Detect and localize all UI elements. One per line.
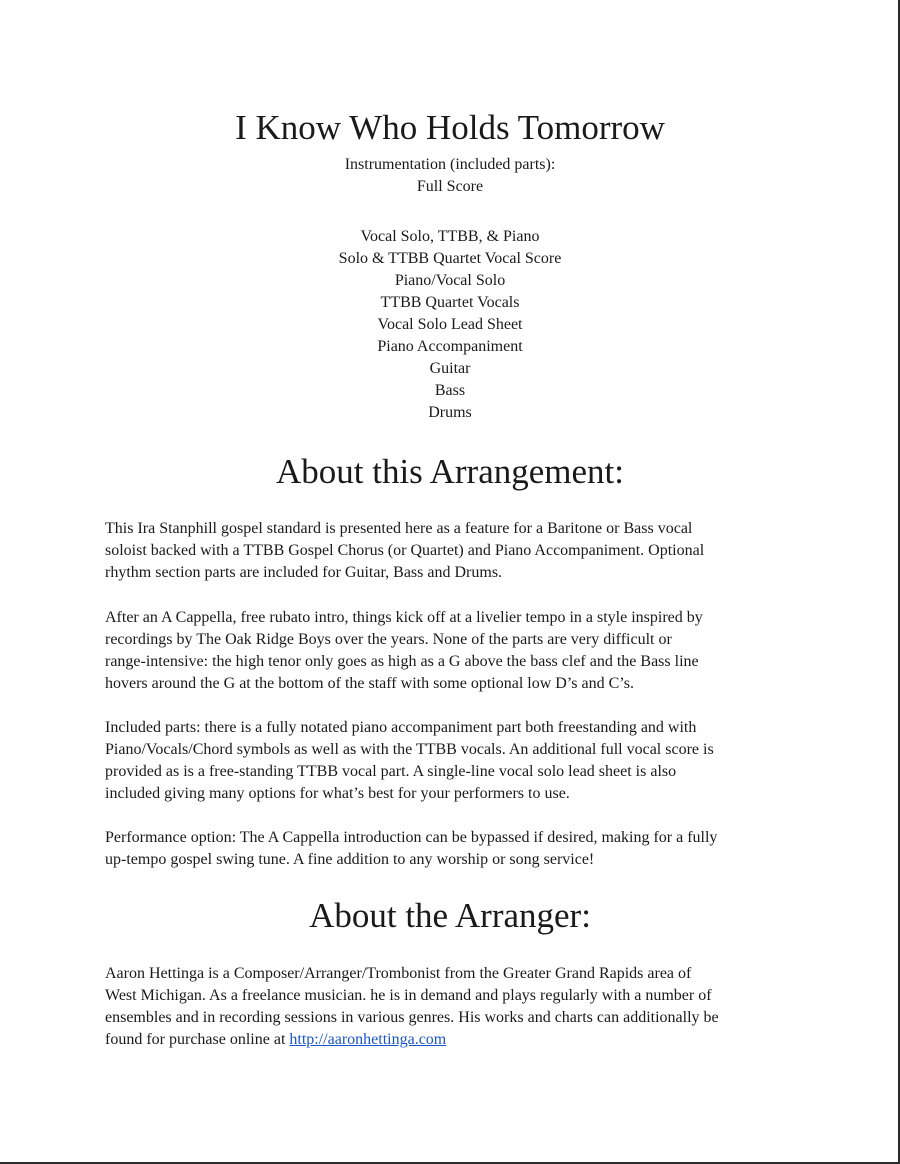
part-item: Drums <box>428 404 472 421</box>
text-line: This Ira Stanphill gospel standard is presented here as a feature for a Baritone or Bass vocal <box>105 520 693 537</box>
arrangement-paragraph-2 <box>105 607 805 695</box>
instrumentation-heading: Instrumentation (included parts): <box>344 156 556 173</box>
text-line: Piano/Vocals/Chord symbols as well as with the TTBB vocals. An additional full vocal score is <box>105 741 714 758</box>
part-item: Vocal Solo Lead Sheet <box>377 316 523 333</box>
arrangement-paragraph-3 <box>105 717 805 805</box>
part-item: Vocal Solo, TTBB, & Piano <box>360 228 540 245</box>
part-item: TTBB Quartet Vocals <box>380 294 520 311</box>
about-arranger-heading: About the Arranger: <box>309 896 591 935</box>
text-line: West Michigan. As a freelance musician. he is in demand and plays regularly with a number of <box>105 987 712 1004</box>
instrumentation-header <box>0 154 900 198</box>
text-line <box>105 1029 805 1051</box>
text-line: rhythm section parts are included for Guitar, Bass and Drums. <box>105 564 503 581</box>
part-item: Guitar <box>429 360 471 377</box>
text-line: hovers around the G at the bottom of the staff with some optional low D’s and C’s. <box>105 675 634 692</box>
text-line: Performance option: The A Cappella introduction can be bypassed if desired, making for a fully <box>105 829 718 846</box>
arranger-website-link[interactable]: http://aaronhettinga.com <box>289 1031 447 1048</box>
text-line: recordings by The Oak Ridge Boys over the years. None of the parts are very difficult or <box>105 631 672 648</box>
text-line: up-tempo gospel swing tune. A fine addition to any worship or song service! <box>105 851 595 868</box>
text-line: ensembles and in recording sessions in various genres. His works and charts can additionally be <box>105 1009 719 1026</box>
text-line: soloist backed with a TTBB Gospel Chorus (or Quartet) and Piano Accompaniment. Optional <box>105 542 705 559</box>
arranger-paragraph <box>105 963 805 1051</box>
arrangement-paragraph-4 <box>105 827 805 871</box>
text-line: After an A Cappella, free rubato intro, things kick off at a livelier tempo in a style inspired by <box>105 609 703 626</box>
part-item: Piano/Vocal Solo <box>394 272 506 289</box>
text-line: range-intensive: the high tenor only goes as high as a G above the bass clef and the Bass line <box>105 653 699 670</box>
arrangement-paragraph-1 <box>105 518 805 584</box>
text-line: provided as is a free-standing TTBB vocal part. A single-line vocal solo lead sheet is also <box>105 763 677 780</box>
about-arrangement-heading: About this Arrangement: <box>275 452 624 491</box>
link-prefix: found for purchase online at <box>105 1031 290 1048</box>
page-title: I Know Who Holds Tomorrow <box>235 108 665 147</box>
part-item: Bass <box>434 382 466 399</box>
parts-list <box>0 226 900 424</box>
full-score-label: Full Score <box>416 178 484 195</box>
text-line: Aaron Hettinga is a Composer/Arranger/Trombonist from the Greater Grand Rapids area of <box>105 965 692 982</box>
text-line: Included parts: there is a fully notated piano accompaniment part both freestanding and with <box>105 719 697 736</box>
text-line: included giving many options for what’s best for your performers to use. <box>105 785 570 802</box>
part-item: Solo & TTBB Quartet Vocal Score <box>338 250 562 267</box>
part-item: Piano Accompaniment <box>377 338 523 355</box>
